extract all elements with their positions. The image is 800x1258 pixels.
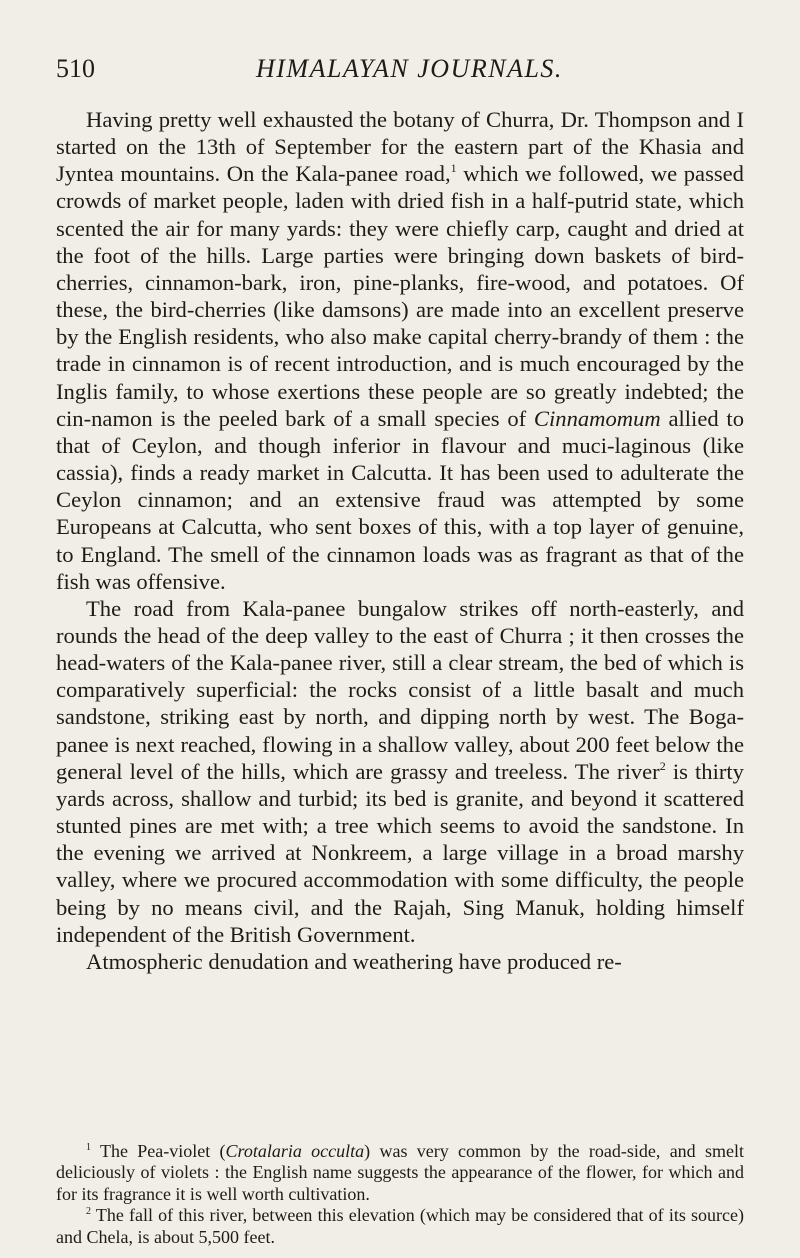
footnote-1 [56, 1141, 744, 1205]
footnote-text: The fall of this river, between this elevation (which may be considered that of its source) and Chela, is about 5,500 feet. [56, 1205, 744, 1247]
footnotes [56, 1141, 744, 1248]
paragraph-text: allied to that of Ceylon, and though inferior in flavour and muci-laginous (like cassia), finds a ready market in Calcutta. It has been used to adulterate the Ceylon cinnamon; and an extensive fraud was attempted by some Europeans at Calcutta, who sent boxes of this, with a top layer of genuine, to England. The smell of the cinnamon loads was as fragrant as that of the fish was offensive. [56, 405, 744, 594]
body-text [56, 106, 744, 975]
paragraph-1 [56, 106, 744, 595]
species-name: Cinnamomum [533, 405, 661, 431]
species-name: Crotalaria occulta [225, 1141, 365, 1161]
footnote-marker: 1 [86, 1142, 91, 1153]
footnote-text: ) was very common by the road-side, and smelt deliciously of violets : the English name suggests the appearance of the flower, for which and for its fragrance it is well worth cultivation. [56, 1141, 744, 1204]
paragraph-3 [56, 948, 744, 975]
paragraph-text: The road from Kala-panee bungalow strikes off north-easterly, and rounds the head of the deep valley to the east of Churra ; it then crosses the head-waters of the Kala-panee river, still a clear stream, the bed of which is comparatively superficial: the rocks consist of a little basalt and much sandstone, striking east by north, and dipping north by west. The Boga-panee is next reached, flowing in a shallow valley, about 200 feet below the general level of the hills, which are grassy and treeless. The river [56, 595, 744, 784]
paragraph-text: which we followed, we passed crowds of market people, laden with dried fish in a half-putrid state, which scented the air for many yards: they were chiefly carp, caught and dried at the foot of the hills. Large parties were bringing down baskets of bird-cherries, cinnamon-bark, iron, pine-planks, fire-wood, and potatoes. Of these, the bird-cherries (like damsons) are made into an excellent preserve by the English residents, who also make capital cherry-brandy of them : the trade in cinnamon is of recent introduction, and is much encouraged by the Inglis family, to whose exertions these people are so greatly indebted; the cin-namon is the peeled bark of a small species of [56, 161, 744, 431]
running-title: HIMALAYAN JOURNALS. [256, 54, 563, 83]
footnote-ref-1: 1 [450, 161, 457, 176]
paragraph-text: is thirty yards across, shallow and turbid; its bed is granite, and beyond it scattered stunted pines are met with; a tree which seems to avoid the sandstone. In the evening we arrived at Nonkreem, a large village in a broad marshy valley, where we procured accommodation with some difficulty, the people being by no means civil, and the Rajah, Sing Manuk, holding himself independent of the British Government. [56, 758, 744, 947]
paragraph-2 [56, 595, 744, 948]
page-header [0, 50, 800, 90]
paragraph-text: Having pretty well exhausted the botany of Churra, Dr. Thompson and I started on the 13th of September for the eastern part of the Khasia and Jyntea mountains. On the Kala-panee road, [56, 107, 744, 187]
footnote-marker: 2 [86, 1206, 91, 1218]
footnote-ref-2: 2 [659, 758, 666, 773]
footnote-2 [56, 1205, 744, 1248]
paragraph-text: Atmospheric denudation and weathering have produced re- [86, 948, 622, 974]
footnote-text: The Pea-violet ( [91, 1141, 226, 1161]
page-number: 510 [56, 54, 95, 83]
